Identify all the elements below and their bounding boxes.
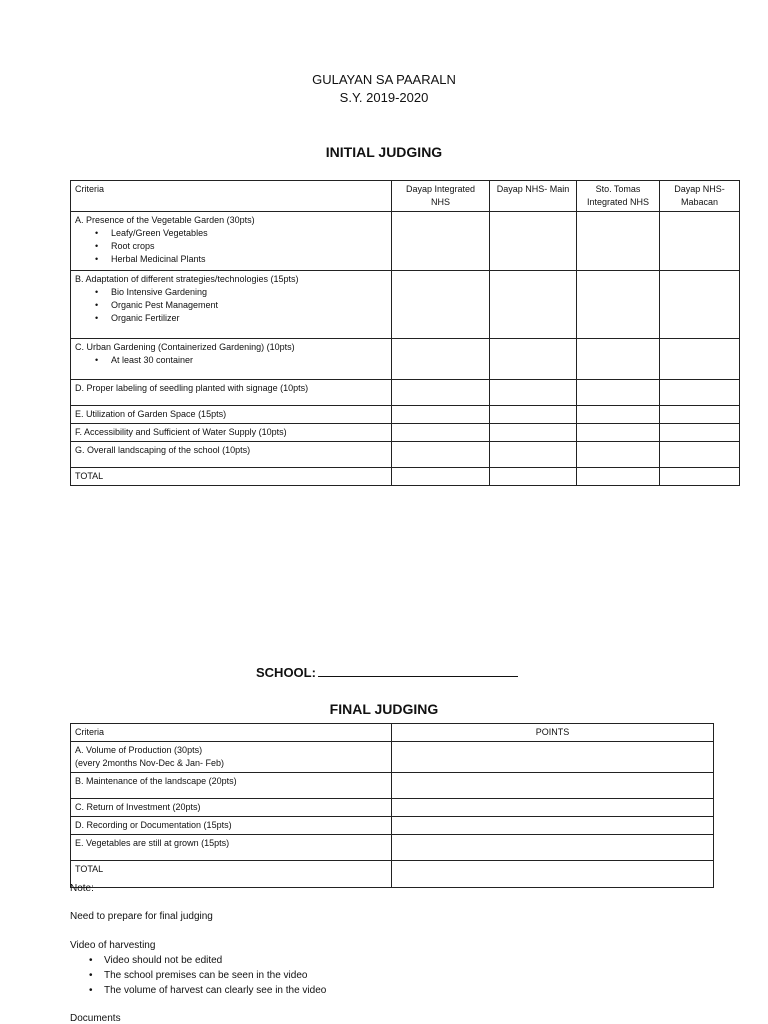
documents-title: Documents bbox=[70, 1013, 121, 1024]
table-row bbox=[71, 380, 740, 406]
criteria-label: A. Volume of Production (30pts) bbox=[75, 745, 203, 755]
school-year: S.Y. 2019-2020 bbox=[339, 90, 429, 105]
criteria-label: C. Return of Investment (20pts) bbox=[71, 799, 392, 817]
video-bullet: • Video should not be edited bbox=[104, 955, 222, 966]
table-row bbox=[71, 424, 740, 442]
video-title: Video of harvesting bbox=[70, 940, 156, 951]
score-cell[interactable] bbox=[577, 380, 660, 406]
table-row bbox=[71, 271, 740, 339]
score-cell[interactable] bbox=[392, 212, 490, 271]
note-text: Need to prepare for final judging bbox=[70, 911, 213, 922]
score-cell[interactable] bbox=[392, 442, 490, 468]
score-cell[interactable] bbox=[660, 468, 740, 486]
score-cell[interactable] bbox=[392, 271, 490, 339]
criteria-bullet: • Leafy/Green Vegetables bbox=[75, 227, 387, 240]
school-field bbox=[256, 664, 518, 680]
score-cell[interactable] bbox=[660, 380, 740, 406]
criteria-bullet: • Organic Pest Management bbox=[75, 299, 387, 312]
table-row bbox=[71, 406, 740, 424]
criteria-cell bbox=[71, 339, 392, 380]
points-cell[interactable] bbox=[392, 773, 714, 799]
school-label: SCHOOL: bbox=[256, 665, 316, 680]
criteria-bullet: • Herbal Medicinal Plants bbox=[75, 253, 387, 266]
criteria-label: E. Vegetables are still at grown (15pts) bbox=[71, 835, 392, 861]
criteria-label: A. Presence of the Vegetable Garden (30pts) bbox=[75, 215, 255, 225]
total-row bbox=[71, 468, 740, 486]
score-cell[interactable] bbox=[392, 406, 490, 424]
school-header: Sto. Tomas Integrated NHS bbox=[577, 181, 660, 212]
total-label: TOTAL bbox=[71, 468, 392, 486]
score-cell[interactable] bbox=[660, 424, 740, 442]
criteria-label: G. Overall landscaping of the school (10pts) bbox=[71, 442, 392, 468]
score-cell[interactable] bbox=[660, 339, 740, 380]
criteria-label: B. Maintenance of the landscape (20pts) bbox=[71, 773, 392, 799]
criteria-sublabel: (every 2months Nov-Dec & Jan- Feb) bbox=[75, 758, 225, 768]
video-bullet: • The school premises can be seen in the video bbox=[104, 970, 307, 981]
table-row bbox=[71, 799, 714, 817]
points-cell[interactable] bbox=[392, 861, 714, 888]
points-cell[interactable] bbox=[392, 799, 714, 817]
criteria-cell bbox=[71, 742, 392, 773]
points-header: POINTS bbox=[392, 724, 714, 742]
score-cell[interactable] bbox=[660, 212, 740, 271]
score-cell[interactable] bbox=[490, 271, 577, 339]
table-row bbox=[71, 212, 740, 271]
score-cell[interactable] bbox=[577, 271, 660, 339]
criteria-cell bbox=[71, 212, 392, 271]
score-cell[interactable] bbox=[490, 339, 577, 380]
points-cell[interactable] bbox=[392, 742, 714, 773]
score-cell[interactable] bbox=[490, 406, 577, 424]
score-cell[interactable] bbox=[490, 424, 577, 442]
score-cell[interactable] bbox=[490, 442, 577, 468]
table-row bbox=[71, 742, 714, 773]
criteria-label: C. Urban Gardening (Containerized Gardening) (10pts) bbox=[75, 342, 295, 352]
score-cell[interactable] bbox=[577, 424, 660, 442]
criteria-header: Criteria bbox=[71, 181, 392, 212]
criteria-label: E. Utilization of Garden Space (15pts) bbox=[71, 406, 392, 424]
criteria-header: Criteria bbox=[71, 724, 392, 742]
final-judging-table bbox=[70, 723, 714, 888]
criteria-label: D. Proper labeling of seedling planted with signage (10pts) bbox=[71, 380, 392, 406]
video-bullet: • The volume of harvest can clearly see in the video bbox=[104, 985, 326, 996]
score-cell[interactable] bbox=[577, 468, 660, 486]
score-cell[interactable] bbox=[490, 468, 577, 486]
points-cell[interactable] bbox=[392, 835, 714, 861]
school-blank-line[interactable] bbox=[318, 664, 518, 677]
score-cell[interactable] bbox=[392, 380, 490, 406]
criteria-bullet: • Root crops bbox=[75, 240, 387, 253]
criteria-label: B. Adaptation of different strategies/technologies (15pts) bbox=[75, 274, 299, 284]
total-row bbox=[71, 861, 714, 888]
table-row bbox=[71, 339, 740, 380]
score-cell[interactable] bbox=[660, 406, 740, 424]
score-cell[interactable] bbox=[577, 212, 660, 271]
score-cell[interactable] bbox=[577, 442, 660, 468]
note-title: Note: bbox=[70, 883, 94, 894]
score-cell[interactable] bbox=[392, 468, 490, 486]
criteria-cell bbox=[71, 271, 392, 339]
criteria-bullet: • Bio Intensive Gardening bbox=[75, 286, 387, 299]
score-cell[interactable] bbox=[577, 406, 660, 424]
table-row bbox=[71, 773, 714, 799]
table-row bbox=[71, 442, 740, 468]
score-cell[interactable] bbox=[660, 442, 740, 468]
school-header: Dayap NHS- Main bbox=[490, 181, 577, 212]
score-cell[interactable] bbox=[392, 424, 490, 442]
school-header: Dayap Integrated NHS bbox=[392, 181, 490, 212]
criteria-label: F. Accessibility and Sufficient of Water Supply (10pts) bbox=[71, 424, 392, 442]
table-row bbox=[71, 835, 714, 861]
criteria-label: D. Recording or Documentation (15pts) bbox=[71, 817, 392, 835]
score-cell[interactable] bbox=[660, 271, 740, 339]
score-cell[interactable] bbox=[577, 339, 660, 380]
document-title: GULAYAN SA PAARALN bbox=[312, 72, 456, 87]
criteria-bullet: • Organic Fertilizer bbox=[75, 312, 387, 325]
score-cell[interactable] bbox=[490, 212, 577, 271]
criteria-bullet: • At least 30 container bbox=[75, 354, 387, 367]
initial-judging-table bbox=[70, 180, 740, 486]
points-cell[interactable] bbox=[392, 817, 714, 835]
final-judging-heading: FINAL JUDGING bbox=[329, 701, 439, 717]
score-cell[interactable] bbox=[392, 339, 490, 380]
school-header: Dayap NHS- Mabacan bbox=[660, 181, 740, 212]
table-row bbox=[71, 817, 714, 835]
initial-judging-heading: INITIAL JUDGING bbox=[325, 144, 443, 160]
total-label: TOTAL bbox=[71, 861, 392, 888]
score-cell[interactable] bbox=[490, 380, 577, 406]
